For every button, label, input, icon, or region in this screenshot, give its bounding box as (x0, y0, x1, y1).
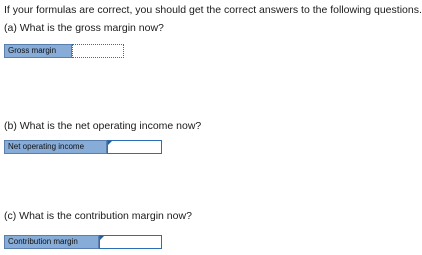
contribution-margin-label: Contribution margin (4, 235, 99, 249)
net-operating-income-answer-row (4, 140, 162, 154)
cell-corner-marker-icon (100, 236, 104, 240)
gross-margin-input[interactable] (72, 44, 124, 58)
question-net-operating-income: (b) What is the net operating income now? (4, 120, 202, 132)
net-operating-income-label: Net operating income (4, 140, 107, 154)
question-contribution-margin: (c) What is the contribution margin now? (4, 210, 192, 222)
contribution-margin-input[interactable] (99, 235, 162, 249)
question-gross-margin: (a) What is the gross margin now? (4, 22, 164, 34)
instructions-text: If your formulas are correct, you should get the correct answers to the following questions. (4, 4, 422, 16)
cell-corner-marker-icon (108, 141, 112, 145)
contribution-margin-answer-row (4, 235, 162, 249)
gross-margin-label: Gross margin (4, 44, 72, 58)
net-operating-income-input[interactable] (107, 140, 162, 154)
gross-margin-answer-row (4, 44, 124, 58)
